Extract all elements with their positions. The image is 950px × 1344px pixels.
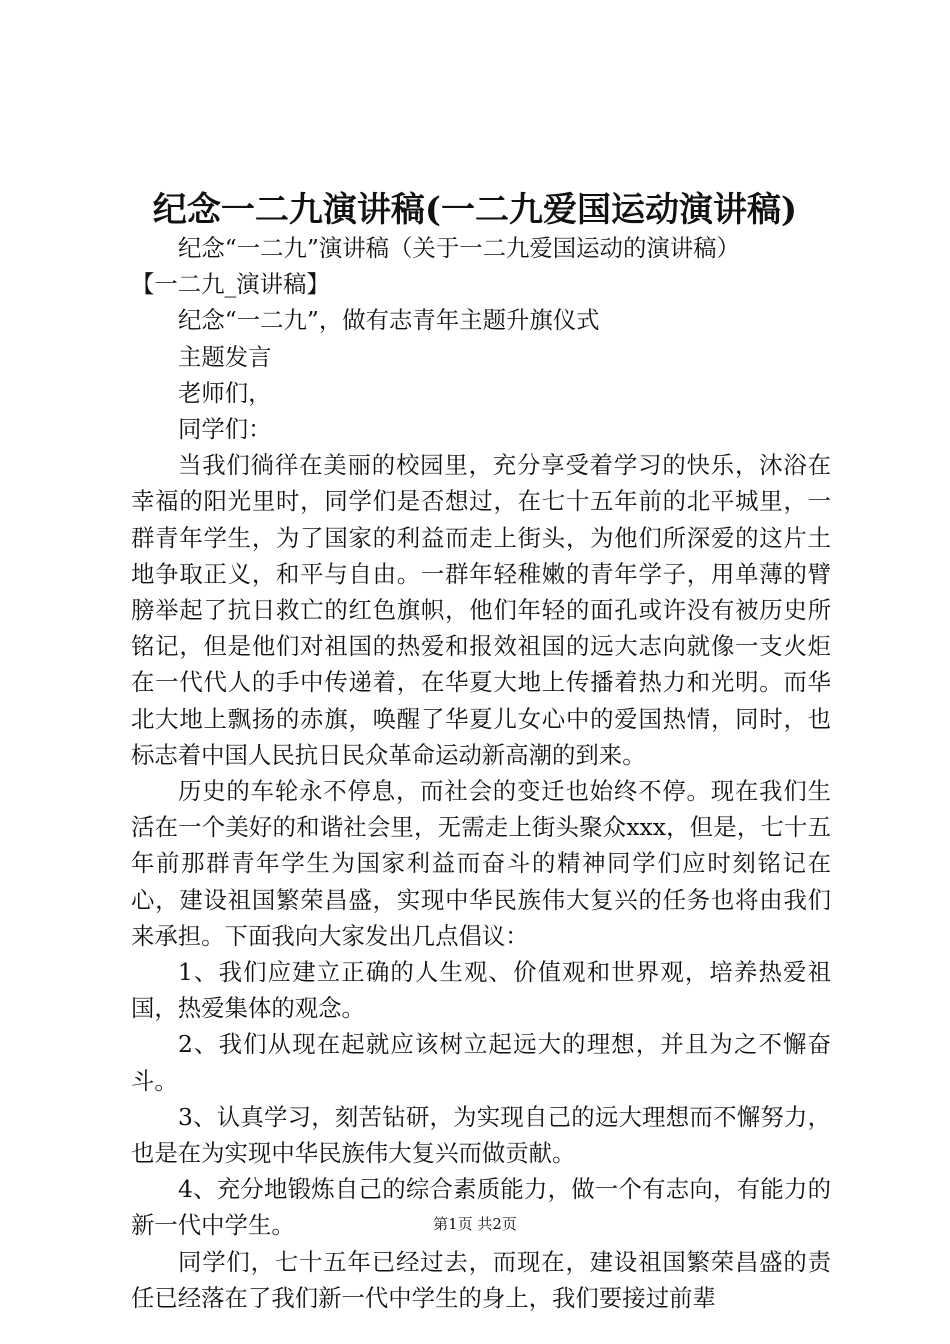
body-paragraph: 当我们徜徉在美丽的校园里，充分享受着学习的快乐，沐浴在幸福的阳光里时，同学们是否想过，在七十五年前的北平城里，一群青年学生，为了国家的利益而走上街头，为他们所深爱的这片土地争取正义，和平与自由。一群年轻稚嫩的青年学子，用单薄的臂膀举起了抗日救亡的红色旗帜，他们年轻的面孔或许没有被历史所铭记，但是他们对祖国的热爱和报效祖国的远大志向就像一支火炬在一代代人的手中传递着，在华夏大地上传播着热力和光明。而华北大地上飘扬的赤旗，唤醒了华夏儿女心中的爱国热情，同时，也标志着中国人民抗日民众革命运动新高潮的到来。 xyxy=(131,451,831,769)
body-paragraph: 历史的车轮永不停息，而社会的变迁也始终不停。现在我们生活在一个美好的和谐社会里，无需走上街头聚众xxx，但是，七十五年前那群青年学生为国家利益而奋斗的精神同学们应时刻铭记在心，建设祖国繁荣昌盛，实现中华民族伟大复兴的任务也将由我们来承担。下面我向大家发出几点倡议： xyxy=(131,777,831,950)
proposal-item: 2、我们从现在起就应该树立起远大的理想，并且为之不懈奋斗。 xyxy=(131,1030,831,1095)
tag-line: 【一二九_演讲稿】 xyxy=(131,270,330,299)
salutation-line: 同学们： xyxy=(178,415,272,444)
heading-line: 纪念“一二九”，做有志青年主题升旗仪式 xyxy=(178,306,600,335)
body-paragraph: 同学们，七十五年已经过去，而现在，建设祖国繁荣昌盛的责任已经落在了我们新一代中学生的身上，我们要接过前辈 xyxy=(131,1247,831,1312)
proposal-item: 4、充分地锻炼自己的综合素质能力，做一个有志向，有能力的新一代中学生。 xyxy=(131,1175,831,1240)
document-body xyxy=(131,230,831,1316)
proposal-item: 1、我们应建立正确的人生观、价值观和世界观，培养热爱祖国，热爱集体的观念。 xyxy=(131,958,831,1023)
page-number-footer: 第1页 共2页 xyxy=(433,1215,517,1233)
heading-line: 主题发言 xyxy=(178,342,272,371)
subtitle-line: 纪念“一二九”演讲稿（关于一二九爱国运动的演讲稿） xyxy=(178,234,740,262)
document-title: 纪念一二九演讲稿(一二九爱国运动演讲稿) xyxy=(152,190,798,230)
proposal-item: 3、认真学习，刻苦钻研，为实现自己的远大理想而不懈努力，也是在为实现中华民族伟大复兴而做贡献。 xyxy=(131,1102,831,1168)
salutation-line: 老师们， xyxy=(178,378,272,407)
